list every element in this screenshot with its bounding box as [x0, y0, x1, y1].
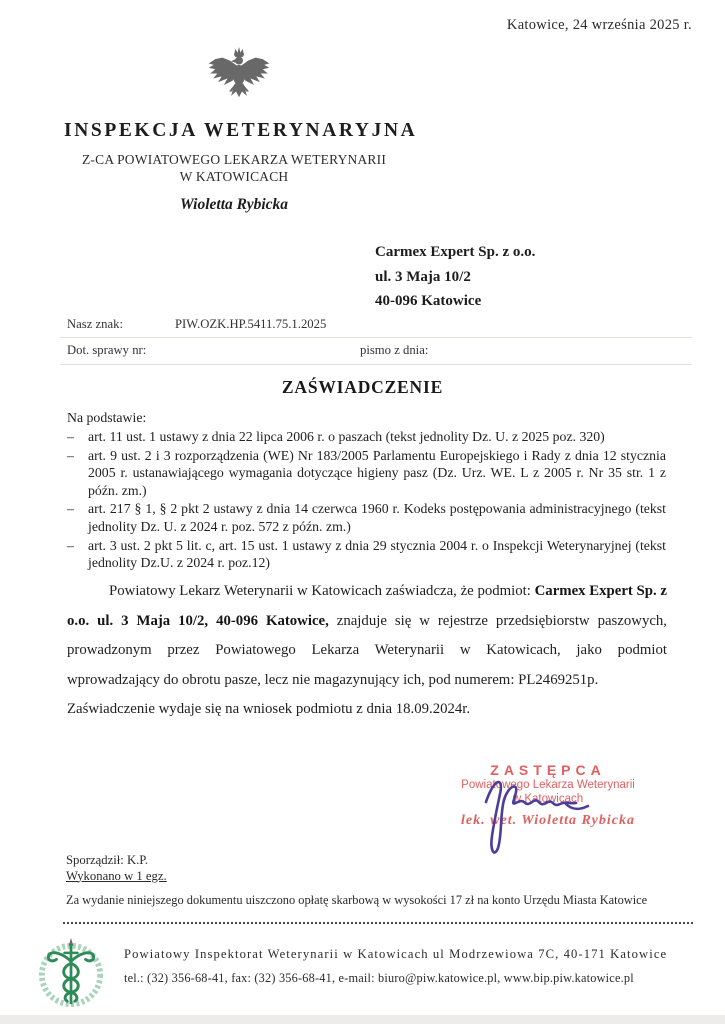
- fee-note: Za wydanie niniejszego dokumentu uiszczono opłatę skarbową w wysokości 17 zł na konto Urzędu Miasta Katowice: [66, 893, 648, 907]
- legal-basis-intro: Na podstawie:: [67, 410, 147, 425]
- officer-name: Wioletta Rybicka: [179, 196, 289, 213]
- legal-basis-item: [67, 428, 666, 446]
- list-dash: –: [67, 447, 74, 463]
- statement-prefix: Powiatowy Lekarz Weterynarii w Katowicach zaświadcza, że podmiot:: [109, 583, 535, 599]
- list-dash: –: [67, 429, 74, 444]
- legal-basis-item: [67, 537, 666, 572]
- footer-separator: [63, 922, 693, 924]
- stamp-line1: Powiatowego Lekarza Weterynarii: [461, 779, 635, 791]
- legal-basis-text: art. 11 ust. 1 ustawy z dnia 22 lipca 2006 r. o paszach (tekst jednolity Dz. U. z 2025 poz. 320): [88, 429, 605, 444]
- polish-eagle-emblem-icon: [203, 42, 275, 118]
- ruled-line: [60, 337, 692, 338]
- ruled-line: [60, 364, 692, 365]
- veterinary-caduceus-logo-icon: [36, 936, 106, 1012]
- footer-address: Powiatowy Inspektorat Weterynarii w Katowicach ul Modrzewiowa 7C, 40-171 Katowice: [124, 947, 668, 961]
- list-dash: –: [67, 501, 74, 517]
- scan-edge-shadow: [0, 1015, 725, 1024]
- office-title-line1: Z-CA POWIATOWEGO LEKARZA WETERYNARII: [81, 152, 387, 167]
- office-title-line2: W KATOWICACH: [179, 169, 289, 184]
- letter-date-label: pismo z dnia:: [360, 343, 429, 357]
- footer-contact-block: [124, 947, 699, 986]
- stamp-line2: w Katowicach: [512, 793, 584, 805]
- stamp-signature-name: lek. wet. Wioletta Rybicka: [461, 813, 635, 828]
- recipient-city: 40-096 Katowice: [375, 293, 482, 309]
- document-date: Katowice, 24 września 2025 r.: [506, 17, 692, 33]
- legal-basis-item: [67, 500, 666, 535]
- list-dash: –: [67, 537, 74, 553]
- our-ref-label: Nasz znak:: [67, 317, 124, 331]
- prepared-by-block: [66, 853, 167, 884]
- legal-basis-text: art. 217 § 1, § 2 pkt 2 ustawy z dnia 14 czerwca 1960 r. Kodeks postępowania administracyjnego (tekst jednolity Dz. U. z 2024 r. poz. 572 z późn. zm.): [88, 501, 666, 534]
- stamp-title: ZASTĘPCA: [490, 762, 606, 778]
- our-ref-value: PIW.OZK.HP.5411.75.1.2025: [175, 317, 327, 331]
- prepared-by: Sporządził: K.P.: [66, 853, 149, 867]
- footer-phone-email: tel.: (32) 356-68-41, fax: (32) 356-68-41, e-mail: biuro@piw.katowice.pl, www.bip.piw.katowice.pl: [124, 971, 634, 985]
- legal-basis-list: [67, 428, 666, 573]
- request-line: Zaświadczenie wydaje się na wniosek podmiotu z dnia 18.09.2024r.: [67, 701, 471, 717]
- recipient-address: [375, 240, 535, 314]
- case-number-label: Dot. sprawy nr:: [67, 343, 147, 357]
- copies-note: Wykonano w 1 egz.: [66, 868, 167, 883]
- recipient-name: Carmex Expert Sp. z o.o.: [375, 244, 536, 260]
- statement-subject: Carmex Expert Sp. z o.o. ul. 3 Maja 10/2, 40-096 Katowice,: [67, 583, 667, 629]
- institution-name: INSPEKCJA WETERYNARYJNA: [64, 120, 418, 141]
- letterhead: [64, 120, 418, 214]
- certificate-statement: [67, 577, 667, 695]
- recipient-street: ul. 3 Maja 10/2: [375, 268, 471, 285]
- document-title: ZAŚWIADCZENIE: [281, 377, 444, 397]
- legal-basis-item: [67, 447, 666, 500]
- handwritten-signature: [448, 770, 633, 865]
- legal-basis-text: art. 9 ust. 2 i 3 rozporządzenia (WE) Nr 183/2005 Parlamentu Europejskiego i Rady z dnia 12 stycznia 2005 r. ustanawiającego wymagania dotyczące higieny pasz (Dz. Urz. WE. L z 2005 r. Nr 35 str. 1 z późn. zm.): [88, 447, 666, 498]
- legal-basis-text: art. 3 ust. 2 pkt 5 lit. c, art. 15 ust. 1 ustawy z dnia 29 stycznia 2004 r. o Inspekcji Weterynaryjnej (tekst jednolity Dz.U. z 2024 r. poz.12): [88, 537, 666, 571]
- statement-suffix: znajduje się w rejestrze przedsiębiorstw paszowych, prowadzonym przez Powiatowego Lekarza Weterynarii w Katowicach, jako podmiot wprowadzający do obrotu pasze, lecz nie magazynujący ich, pod numerem: PL2469251p.: [67, 612, 668, 688]
